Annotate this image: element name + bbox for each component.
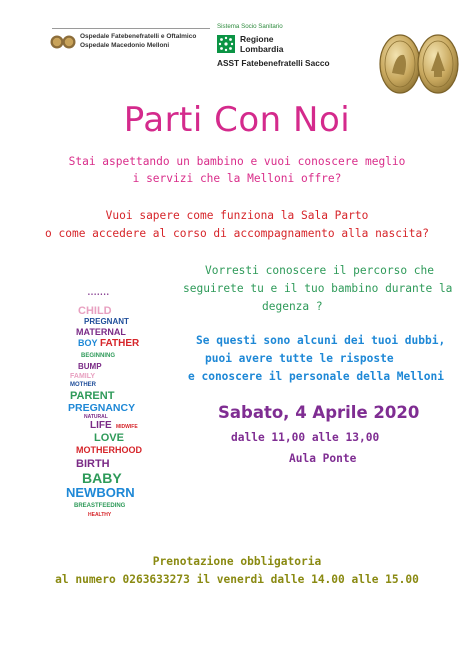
word-parent: PARENT — [70, 390, 115, 402]
intro-line-1: Stai aspettando un bambino e vuoi conoscere meglio — [68, 155, 406, 168]
word-child: CHILD — [78, 305, 112, 317]
percorso-line-3: degenza ? — [262, 300, 323, 313]
word-healthy: HEALTHY — [88, 512, 112, 518]
fatebenefratelli-medal-icon — [378, 33, 460, 95]
intro-line-2: i servizi che la Melloni offre? — [132, 172, 342, 185]
word-maternal: MATERNAL — [76, 327, 126, 337]
event-place: Aula Ponte — [289, 452, 357, 465]
word-breastfeeding: BREASTFEEDING — [74, 503, 126, 509]
event-time: dalle 11,00 alle 13,00 — [231, 431, 380, 444]
hospital-names — [80, 32, 196, 50]
dubbi-line-3: e conoscere il personale della Melloni — [188, 370, 444, 383]
event-date: Sabato, 4 Aprile 2020 — [218, 403, 420, 422]
hospital-logo — [50, 34, 76, 50]
word-life: LIFE — [90, 420, 112, 431]
hospital-line-1: Ospedale Fatebenefratelli e Oftalmico — [80, 33, 197, 40]
page-title: Parti Con Noi — [123, 100, 351, 140]
dubbi-line-1: Se questi sono alcuni dei tuoi dubbi, — [196, 334, 446, 347]
word-motherhood: MOTHERHOOD — [76, 445, 142, 455]
booking-line-1: Prenotazione obbligatoria — [152, 555, 322, 568]
word-birth: BIRTH — [76, 458, 110, 470]
word-love: LOVE — [94, 432, 124, 444]
word-midwife: MIDWIFE — [116, 424, 138, 430]
word-pregnant: PREGNANT — [84, 317, 129, 326]
word-baby: BABY — [82, 470, 122, 486]
system-label: Sistema Socio Sanitario — [217, 23, 283, 30]
page-title-wrap — [0, 100, 474, 140]
dubbi-line-2: puoi avere tutte le risposte — [205, 352, 394, 365]
percorso-line-1: Vorresti conoscere il percorso che — [205, 264, 435, 277]
pregnancy-word-cloud: • • • • • • • CHILD PREGNANT MATERNAL BOY FATHER BEGINNING BUMP FAMILY MOTHER PARENT PREGNANCY NATURAL LIFE MIDWIFE LOVE MOTHERHOOD BIRTH BABY NEWBORN BREASTFEEDING HEALTHY — [66, 292, 142, 518]
word-boy: BOY — [78, 338, 98, 348]
hospital-line-2: Ospedale Macedonio Melloni — [80, 42, 170, 49]
word-family: FAMILY — [70, 373, 96, 380]
word-beginning: BEGINNING — [81, 353, 116, 359]
regione-lombardia-logo — [217, 35, 235, 53]
percorso-line-2: seguirete tu e il tuo bambino durante la — [183, 282, 453, 295]
region-line-2: Lombardia — [240, 44, 284, 54]
word-natural: NATURAL — [84, 414, 108, 420]
word-father: FATHER — [100, 338, 140, 349]
regione-lombardia-text — [240, 34, 283, 54]
region-line-1: Regione — [240, 34, 274, 44]
sala-line-2: o come accedere al corso di accompagnamento alla nascita? — [45, 227, 429, 240]
word-pregnancy: PREGNANCY — [68, 402, 136, 414]
sala-line-1: Vuoi sapere come funziona la Sala Parto — [105, 209, 369, 222]
word-bump: BUMP — [78, 362, 102, 371]
word-newborn: NEWBORN — [66, 485, 135, 500]
asst-label: ASST Fatebenefratelli Sacco — [217, 58, 330, 68]
header-rule — [52, 28, 210, 29]
word-mother: MOTHER — [70, 382, 96, 388]
booking-line-2: al numero 0263633273 il venerdì dalle 14.00 alle 15.00 — [55, 573, 419, 586]
